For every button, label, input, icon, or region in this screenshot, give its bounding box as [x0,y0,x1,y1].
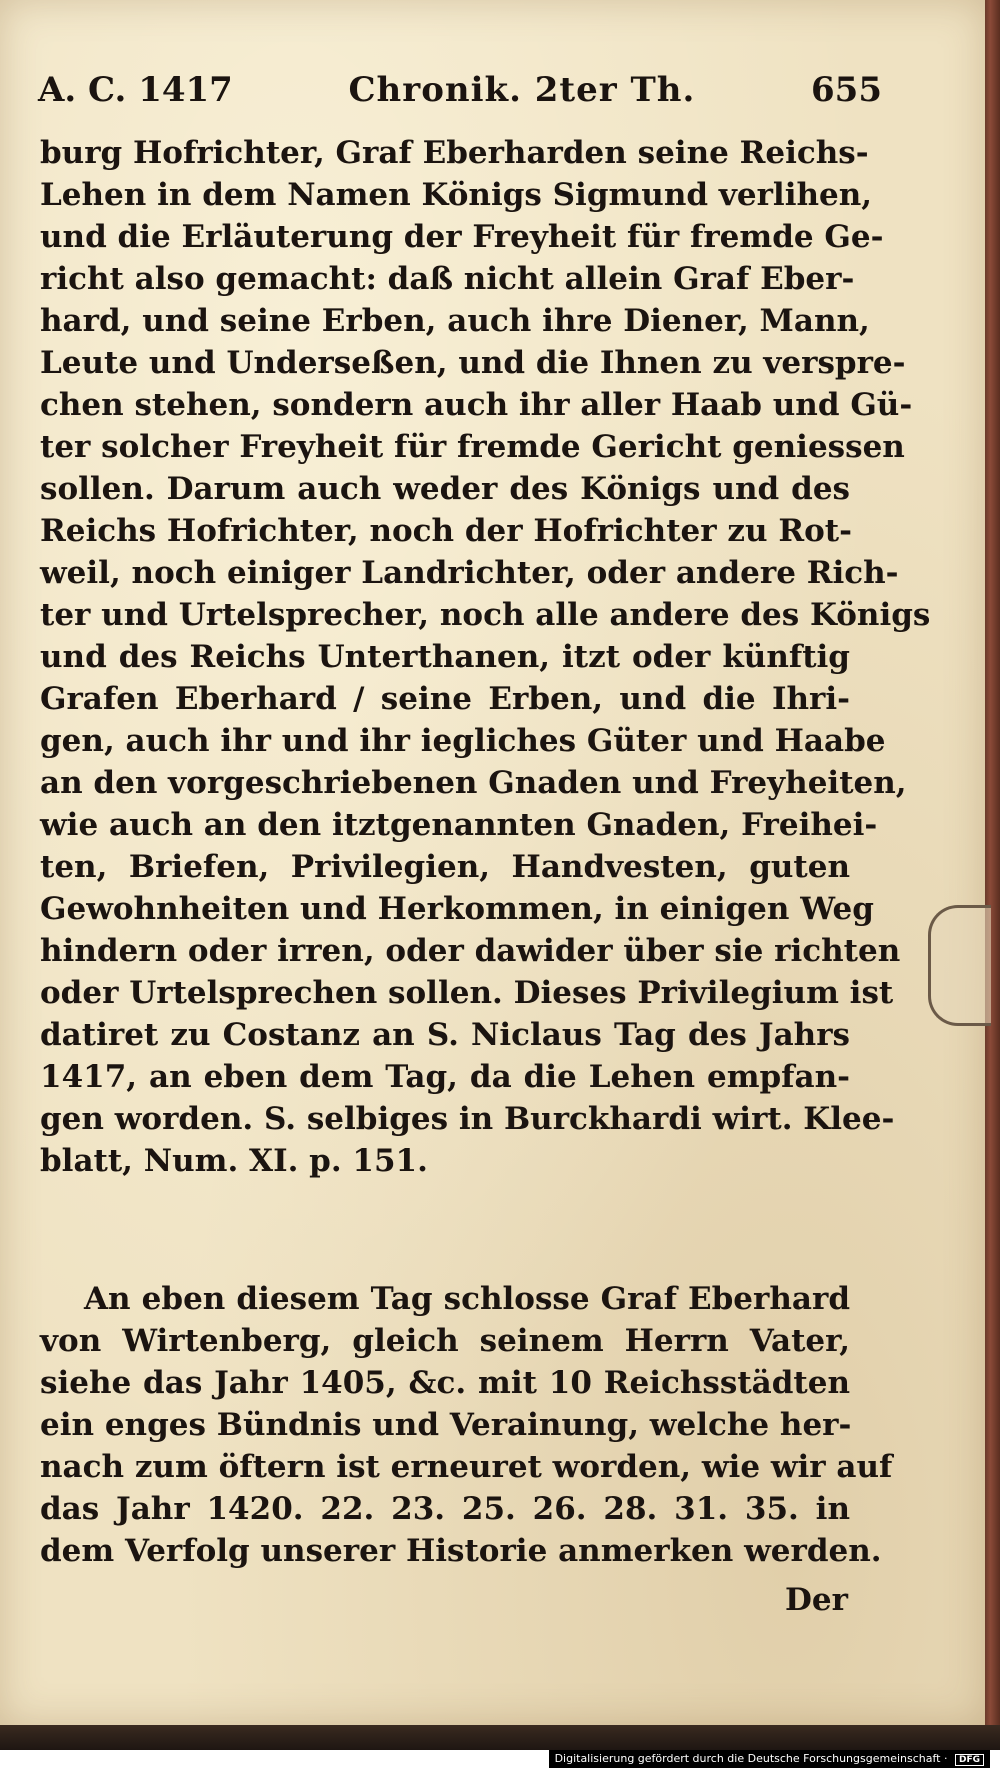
digitization-credit [549,1750,990,1768]
text-line: weil, noch einiger Landrichter, oder andere Rich- [40,555,899,591]
header-year: A. C. 1417 [38,70,233,110]
text-line: burg Hofrichter, Graf Eberharden seine Reichs- [40,135,869,171]
text-line: hindern oder irren, oder dawider über sie richten [40,933,901,969]
text-line: ein enges Bündnis und Verainung, welche her- [40,1407,852,1443]
credit-text: Digitalisierung gefördert durch die Deutsche Forschungsgemeinschaft · [554,1752,948,1765]
text-line: gen worden. S. selbiges in Burckhardi wirt. Klee- [40,1101,895,1137]
catchword: Der [785,1582,848,1618]
text-line: Reichs Hofrichter, noch der Hofrichter zu Rot- [40,513,852,549]
text-line: Lehen in dem Namen Königs Sigmund verlihen, [40,177,873,213]
text-line: ter solcher Freyheit für fremde Gericht geniessen [40,429,905,465]
text-line: chen stehen, sondern auch ihr aller Haab und Gü- [40,387,913,423]
page-number: 655 [811,70,882,110]
text-line: ten, Briefen, Privilegien, Handvesten, guten [40,849,850,885]
text-line: dem Verfolg unserer Historie anmerken werden. [40,1533,882,1569]
text-line: oder Urtelsprechen sollen. Dieses Privilegium ist [40,975,894,1011]
text-line: und die Erläuterung der Freyheit für fremde Ge- [40,219,884,255]
text-line: Leute und Underseßen, und die Ihnen zu verspre- [40,345,906,381]
text-line: wie auch an den itztgenannten Gnaden, Freihei- [40,807,878,843]
page-bottom-edge [0,1725,1000,1750]
text-line: An eben diesem Tag schlosse Graf Eberhard [84,1281,850,1317]
running-title: Chronik. 2ter Th. [348,70,696,110]
text-line: hard, und seine Erben, auch ihre Diener, Mann, [40,303,870,339]
text-line: ter und Urtelsprecher, noch alle andere des Königs [40,597,931,633]
text-line: siehe das Jahr 1405, &c. mit 10 Reichsstädten [40,1365,850,1401]
text-line: 1417, an eben dem Tag, da die Lehen empfan- [40,1059,850,1095]
paragraph-1 [40,132,931,1182]
bookmark-tab [928,905,991,1026]
page-edge [985,0,1000,1725]
text-line: und des Reichs Unterthanen, itzt oder künftig [40,639,850,675]
text-line: an den vorgeschriebenen Gnaden und Freyheiten, [40,765,907,801]
text-line: nach zum öftern ist erneuret worden, wie wir auf [40,1449,893,1485]
text-line: von Wirtenberg, gleich seinem Herrn Vater, [40,1323,850,1359]
text-line: Grafen Eberhard / seine Erben, und die Ihri- [40,681,850,717]
text-line: sollen. Darum auch weder des Königs und des [40,471,850,507]
text-line: gen, auch ihr und ihr iegliches Güter und Haabe [40,723,886,759]
text-line: Gewohnheiten und Herkommen, in einigen Weg [40,891,874,927]
text-line: blatt, Num. XI. p. 151. [40,1143,428,1179]
dfg-logo: DFG [955,1754,984,1766]
paragraph-2 [40,1278,893,1572]
running-header [38,55,882,125]
text-line: das Jahr 1420. 22. 23. 25. 26. 28. 31. 35. in [40,1491,850,1527]
text-line: datiret zu Costanz an S. Niclaus Tag des Jahrs [40,1017,850,1053]
text-line: richt also gemacht: daß nicht allein Graf Eber- [40,261,855,297]
